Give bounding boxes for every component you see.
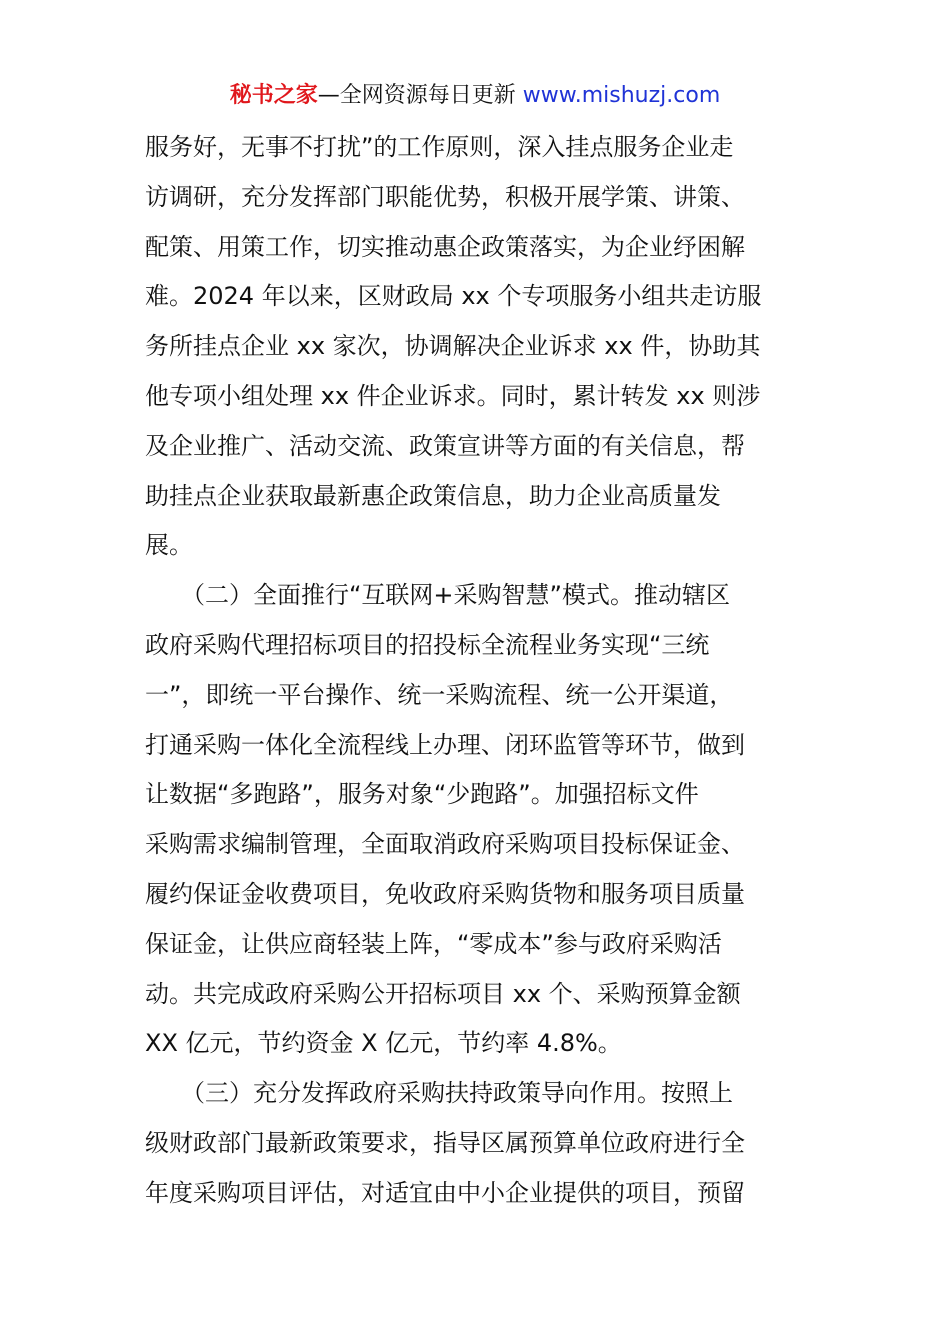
text-line: 级财政部门最新政策要求，指导区属预算单位政府进行全 (145, 1128, 745, 1157)
site-brand: 秘书之家 (229, 83, 318, 108)
site-tagline: —全网资源每日更新 (317, 83, 523, 108)
text-line: 务所挂点企业 xx 家次，协调解决企业诉求 xx 件，协助其 (145, 332, 761, 361)
text-line: 展。 (145, 531, 193, 560)
text-line: 一”，即统一平台操作、统一采购流程、统一公开渠道， (145, 680, 734, 709)
section-heading-line: （二）全面推行“互联网+采购智慧”模式。推动辖区 (145, 581, 730, 610)
text-line: 履约保证金收费项目，免收政府采购货物和服务项目质量 (145, 879, 745, 908)
text-line: 及企业推广、活动交流、政策宣讲等方面的有关信息，帮 (145, 431, 745, 460)
text-line: 采购需求编制管理，全面取消政府采购项目投标保证金、 (145, 830, 745, 859)
text-line: 服务好，无事不打扰”的工作原则，深入挂点服务企业走 (145, 133, 734, 161)
text-line: 配策、用策工作，切实推动惠企政策落实，为企业纾困解 (145, 232, 745, 261)
text-line: 让数据“多跑路”，服务对象“少跑路”。加强招标文件 (145, 780, 699, 809)
text-line: 年度采购项目评估，对适宜由中小企业提供的项目，预留 (145, 1178, 745, 1207)
text-line: 保证金，让供应商轻装上阵，“零成本”参与政府采购活 (145, 929, 722, 958)
text-line: 助挂点企业获取最新惠企政策信息，助力企业高质量发 (145, 481, 721, 510)
text-line: 难。2024 年以来，区财政局 xx 个专项服务小组共走访服 (145, 282, 762, 311)
text-line: 他专项小组处理 xx 件企业诉求。同时，累计转发 xx 则涉 (145, 381, 761, 410)
text-line: 打通采购一体化全流程线上办理、闭环监管等环节，做到 (145, 730, 745, 759)
text-line: 政府采购代理招标项目的招投标全流程业务实现“三统 (145, 630, 710, 659)
text-line: XX 亿元，节约资金 X 亿元，节约率 4.8%。 (145, 1029, 622, 1058)
text-line: 访调研，充分发挥部门职能优势，积极开展学策、讲策、 (145, 182, 745, 211)
document-body (145, 123, 810, 1219)
site-url[interactable]: www.mishuzj.com (522, 83, 721, 108)
site-header (0, 80, 950, 112)
text-line: 动。共完成政府采购公开招标项目 xx 个、采购预算金额 (145, 979, 741, 1008)
section-heading-line: （三）充分发挥政府采购扶持政策导向作用。按照上 (145, 1079, 733, 1108)
